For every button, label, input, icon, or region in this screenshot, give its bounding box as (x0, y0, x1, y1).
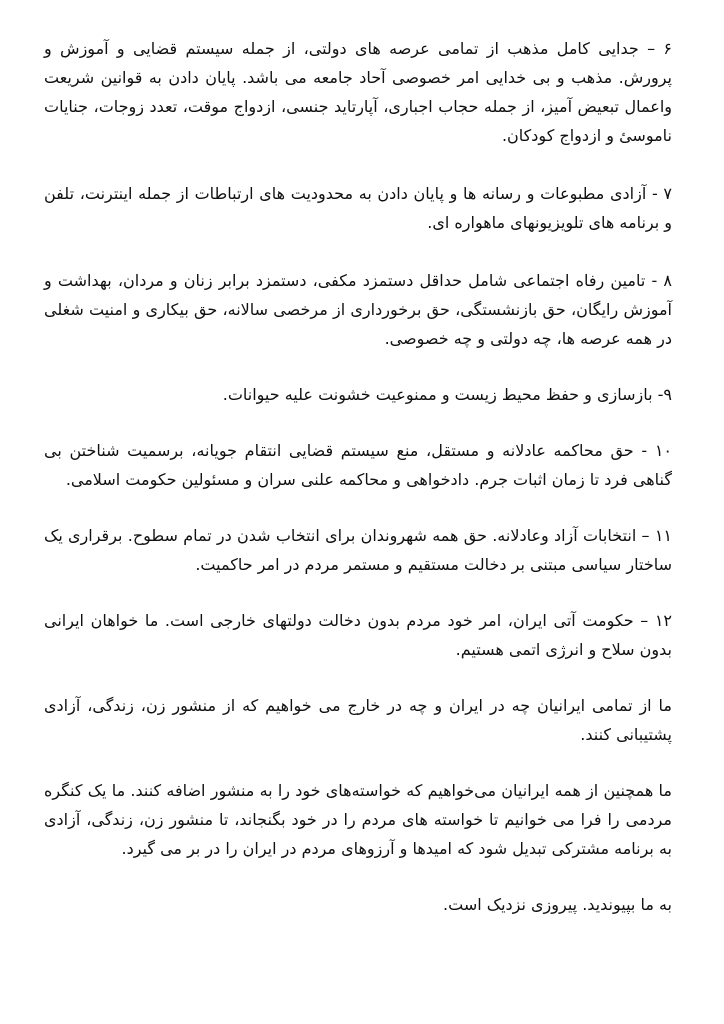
paragraph-item-11: ۱۱ – انتخابات آزاد وعادلانه. حق همه شهروندان برای انتخاب شدن در تمام سطوح. برقراری یک ساختار سیاسی مبتنی بر دخالت مستقیم و مستمر مردم در امر حاکمیت. (44, 526, 672, 574)
paragraph-closing: به ما بپیوندید. پیروزی نزدیک است. (443, 895, 672, 914)
paragraph-item-10: ۱۰ - حق محاکمه عادلانه و مستقل، منع سیستم قضایی انتقام جویانه، برسمیت شناختن بی گناهی فرد تا زمان اثبات جرم. دادخواهی و محاکمه علنی سران و مسئولین حکومت اسلامی. (44, 441, 672, 489)
paragraph-item-9: ۹- بازسازی و حفظ محیط زیست و ممنوعیت خشونت علیه حیوانات. (222, 385, 672, 404)
paragraph-item-12: ۱۲ – حکومت آتی ایران، امر خود مردم بدون دخالت دولتهای خارجی است. ما خواهان ایرانی بدون سلاح و انرژی اتمی هستیم. (44, 611, 672, 659)
paragraph-call-support: ما از تمامی ایرانیان چه در ایران و چه در خارج می خواهیم که از منشور زن، زندگی، آزادی پشتیبانی کنند. (44, 696, 672, 744)
paragraph-item-8: ۸ - تامین رفاه اجتماعی شامل حداقل دستمزد مکفی، دستمزد برابر زنان و مردان، بهداشت و آموزش رایگان، حق بازنشستگی، حق برخورداری از مرخصی سالانه، حق بیکاری و امنیت شغلی در همه عرصه ها، چه دولتی و چه خصوصی. (44, 271, 672, 348)
paragraph-item-7: ۷ - آزادی مطبوعات و رسانه ها و پایان دادن به محدودیت های ارتباطات از جمله اینترنت، تلفن و برنامه های تلویزیونهای ماهواره ای. (44, 184, 672, 232)
paragraph-call-congress: ما همچنین از همه ایرانیان می‌خواهیم که خواسته‌های خود را به منشور اضافه کنند. ما یک کنگره مردمی را فرا می خوانیم تا خواسته های مردم را در خود بگنجاند، تا منشور زن، زندگی، آزادی به برنامه مشترکی تبدیل شود که امیدها و آرزوهای مردم در ایران را در بر می گیرد. (44, 781, 672, 858)
paragraph-item-6: ۶ – جدایی کامل مذهب از تمامی عرصه های دولتی، از جمله سیستم قضایی و آموزش و پرورش. مذهب و بی خدایی امر خصوصی آحاد جامعه می باشد. پایان دادن به قوانین شریعت واعمال تبعیض آمیز، از جمله حجاب اجباری، آپارتاید جنسی، ازدواج موقت، تعدد زوجات، جنایات ناموسیٔ و ازدواج کودکان. (44, 39, 672, 145)
